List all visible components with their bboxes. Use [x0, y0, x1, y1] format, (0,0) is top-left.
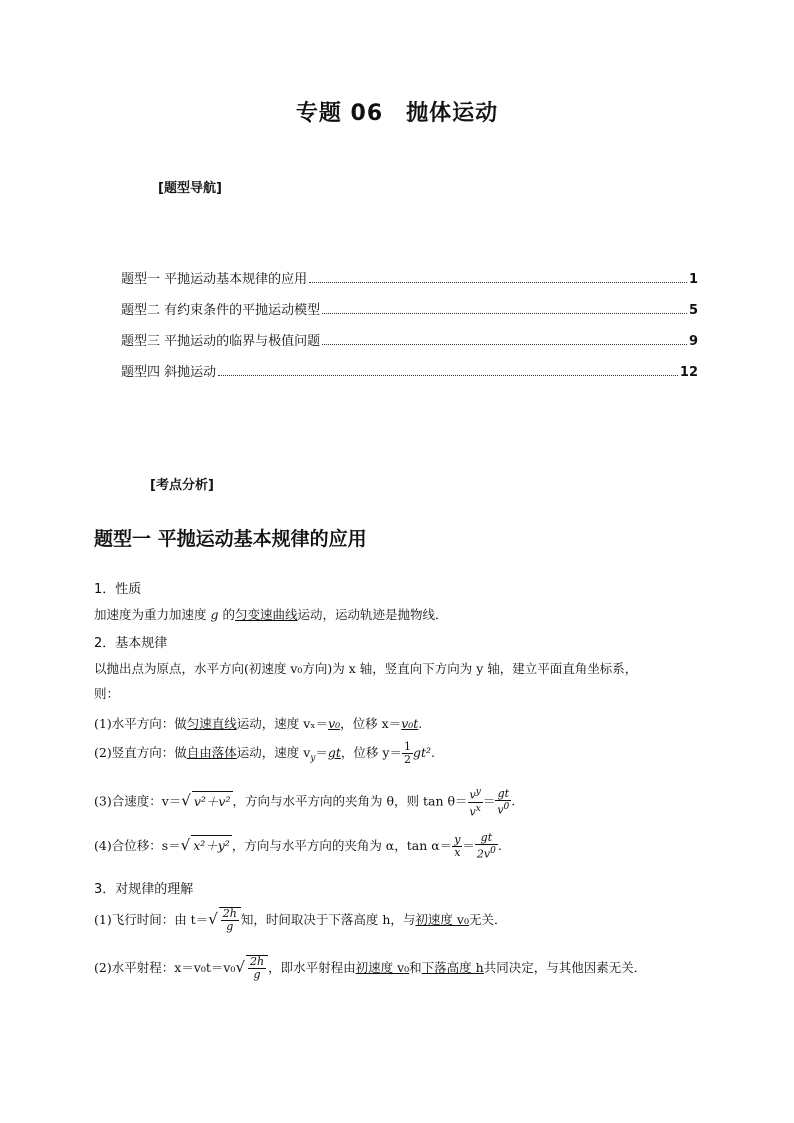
toc-label: 题型一 平抛运动基本规律的应用 — [121, 272, 308, 287]
toc-page: 1 — [688, 272, 698, 287]
toc-label: 题型二 有约束条件的平抛运动模型 — [121, 303, 321, 318]
paragraph: 以抛出点为原点，水平方向(初速度 v₀方向)为 x 轴，竖直向下方向为 y 轴，建立平面直角坐标系， — [94, 661, 638, 676]
toc-leader — [322, 343, 687, 345]
rule-line: (2)水平射程：x＝v₀t＝v₀√ $\frac{2h}{g}$ ，即水平射程由初速度 v₀和下落高度 h共同决定，与其他因素无关． — [94, 955, 647, 981]
toc-page: 9 — [688, 334, 698, 349]
toc-entry[interactable] — [121, 361, 698, 380]
toc-label: 题型四 斜抛运动 — [121, 365, 217, 380]
page-title: 专题 06 抛体运动 — [295, 101, 499, 126]
rule-line: (1)飞行时间：由 t＝√ $\frac{2h}{g}$ 知，时间取决于下落高度 h，与初速度 v₀无关． — [94, 907, 507, 933]
toc-entry[interactable] — [121, 330, 698, 349]
analysis-label: [考点分析] — [150, 478, 214, 493]
subsection-title: 2．基本规律 — [94, 636, 168, 651]
paragraph: 加速度为重力加速度 g 的匀变速曲线运动，运动轨迹是抛物线． — [94, 607, 448, 622]
toc-leader — [218, 374, 678, 376]
rule-line: (2)竖直方向：做自由落体运动，速度 $v_y=gt$，位移 y＝ $\frac{1}{2}$ gt². — [94, 740, 435, 766]
section-heading: 题型一 平抛运动基本规律的应用 — [94, 528, 367, 550]
rule-line: (4)合位移：s＝√ x²＋y² ，方向与水平方向的夹角为 α，tan α＝ $\frac{y}{x}$ ＝ $\frac{gt}{2v^0}$ . — [94, 831, 502, 861]
rule-line: (1)水平方向：做匀速直线运动，速度 vₓ＝v₀，位移 x＝v₀t. — [94, 716, 423, 731]
toc-entry[interactable] — [121, 299, 698, 318]
nav-label: [题型导航] — [158, 181, 222, 196]
toc-leader — [309, 281, 687, 283]
toc-leader — [322, 312, 687, 314]
toc-page: 12 — [679, 365, 698, 380]
subsection-title: 3．对规律的理解 — [94, 882, 194, 897]
toc-entry[interactable] — [121, 268, 698, 287]
paragraph: 则： — [94, 686, 120, 701]
toc-label: 题型三 平抛运动的临界与极值问题 — [121, 334, 321, 349]
toc-page: 5 — [688, 303, 698, 318]
subsection-title: 1．性质 — [94, 582, 142, 597]
rule-line: (3)合速度：v＝√ v²＋v² ，方向与水平方向的夹角为 θ，则 tan θ＝ $\frac{v^y}{v^x}$ ＝ $\frac{gt}{v^0}$ . — [94, 786, 516, 819]
